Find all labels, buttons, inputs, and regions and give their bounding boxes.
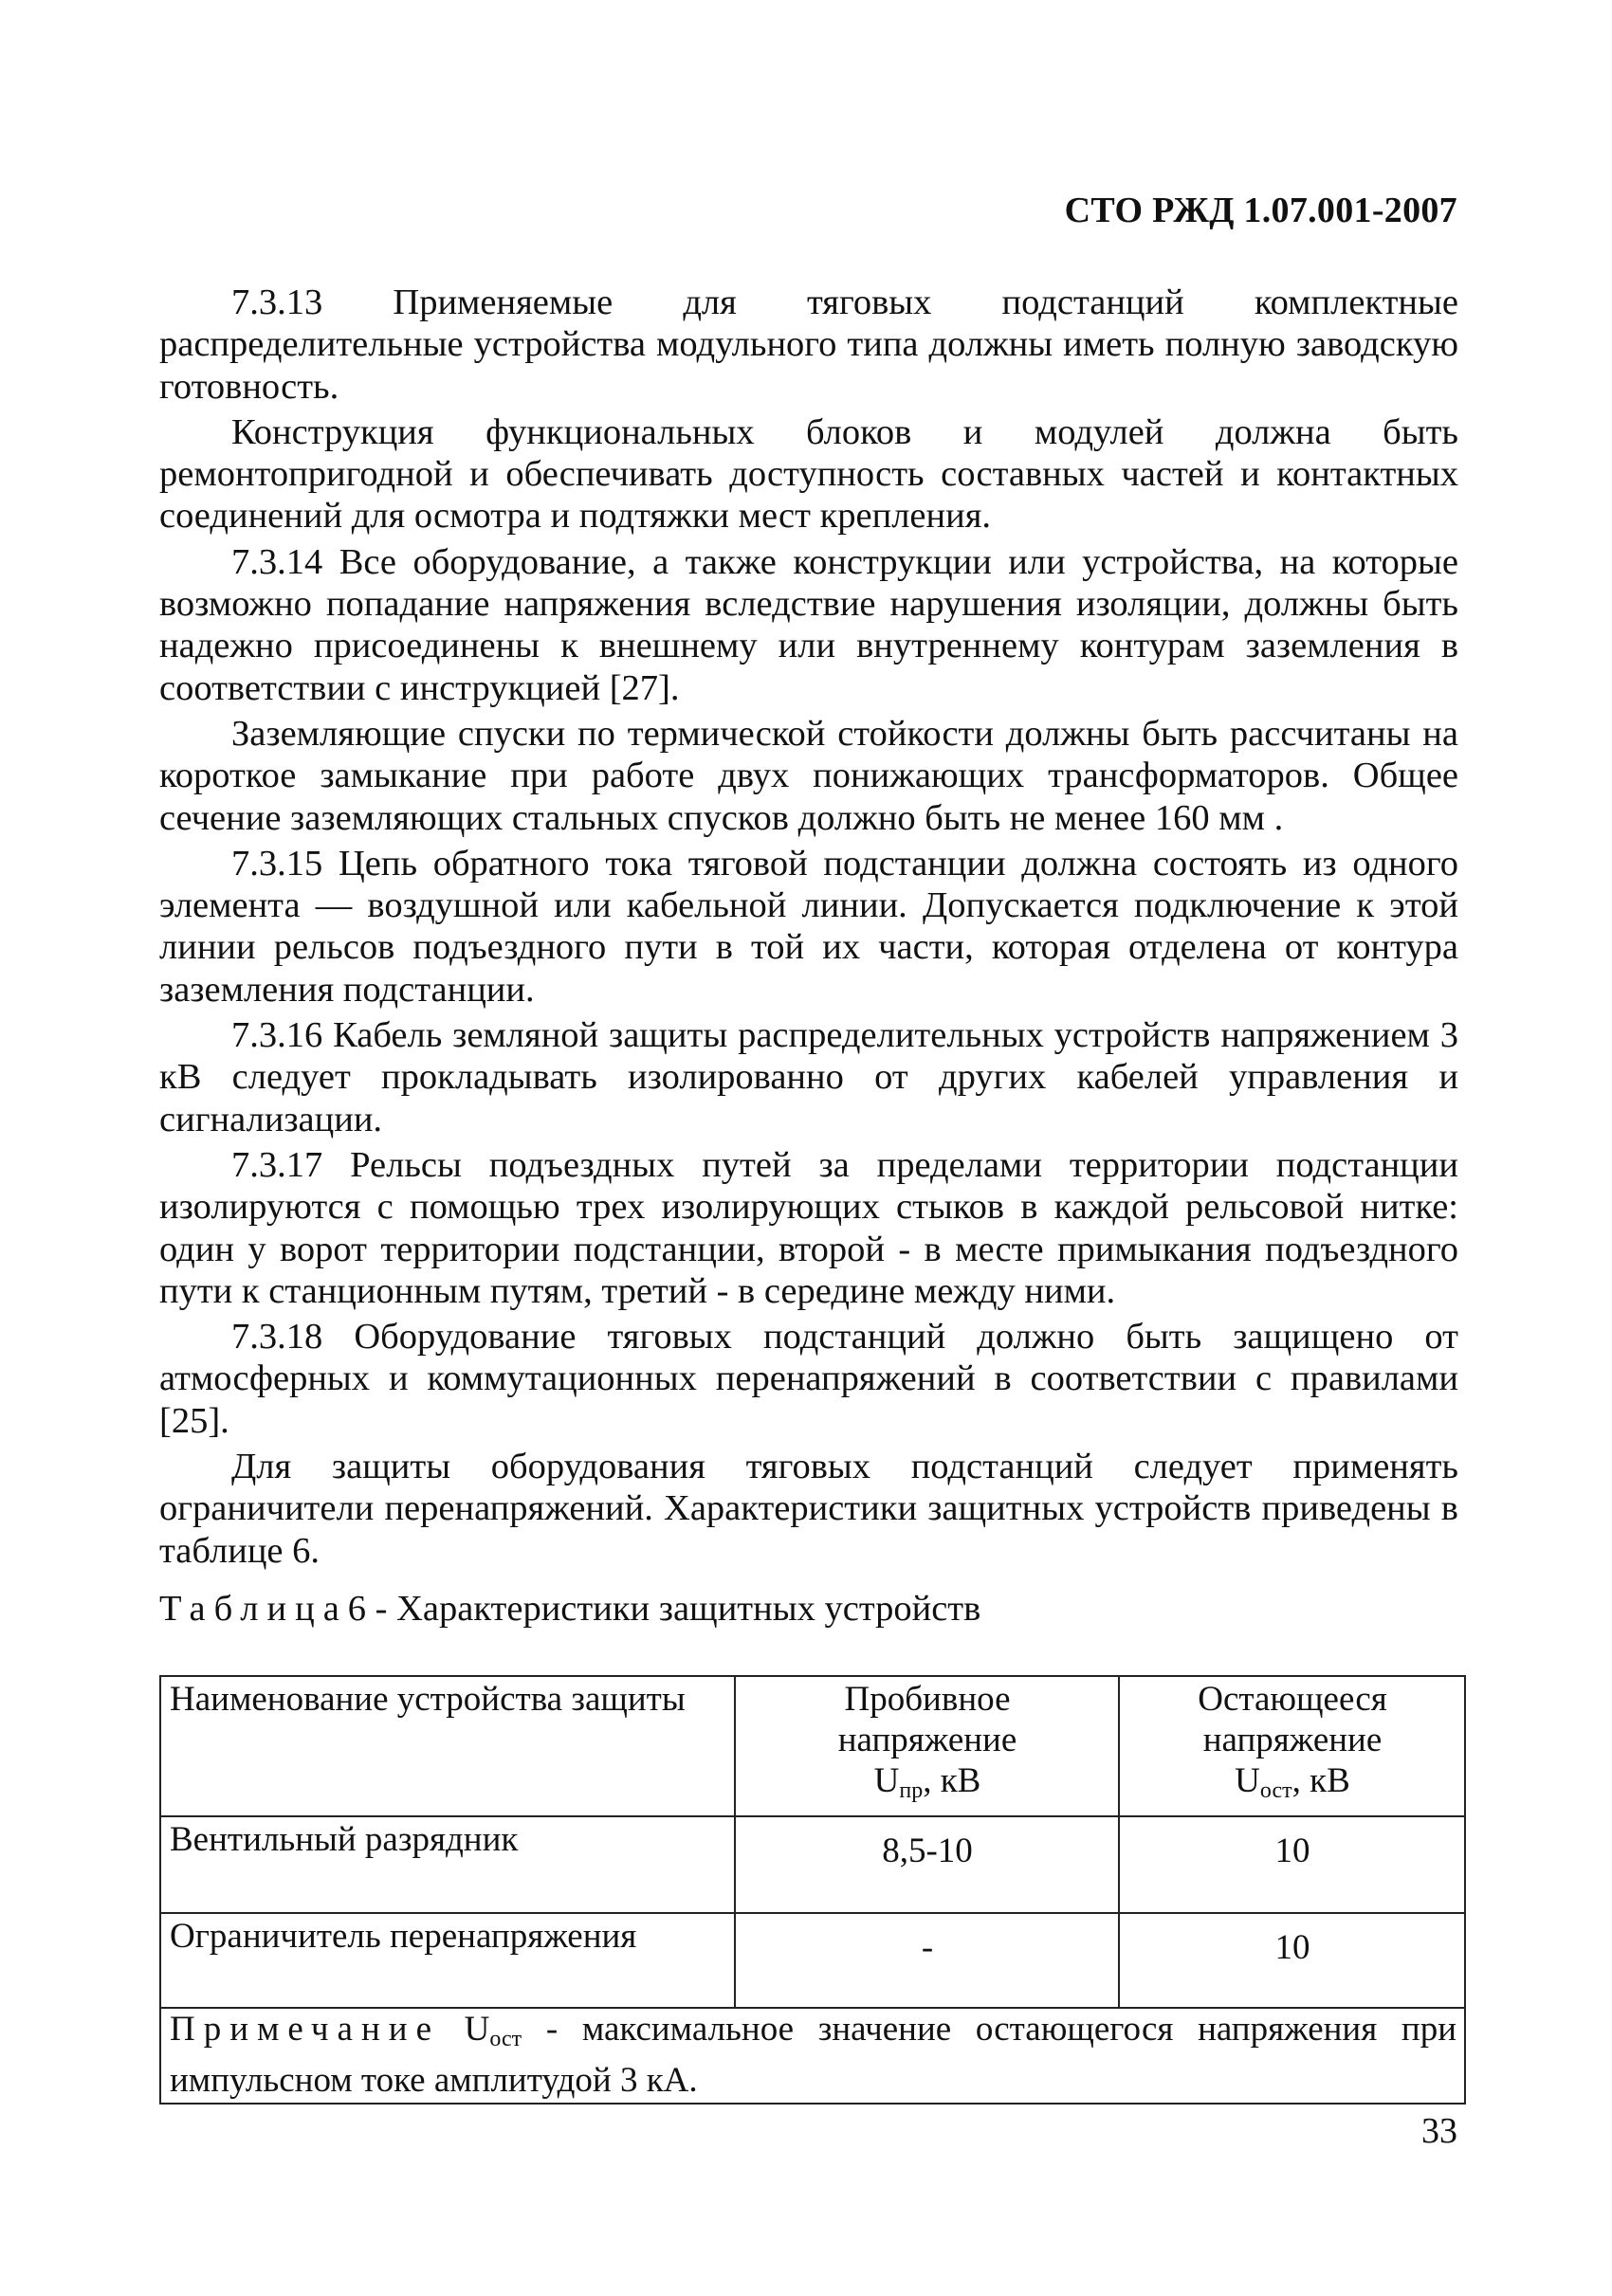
header-device-name (160, 1676, 735, 1816)
note-label: Примечание (170, 2010, 440, 2049)
breakdown-unit: , кВ (923, 1761, 981, 1800)
header-breakdown-line1: Пробивное (844, 1680, 1011, 1719)
breakdown-symbol: U (873, 1761, 900, 1800)
paragraph-protection: Для защиты оборудования тяговых подстанций следует применять ограничители перенапряжений. Характеристики защитных устройств приведены в таблице 6. (159, 1447, 1458, 1571)
residual-subscript: ост (1259, 1778, 1292, 1803)
header-residual-voltage (1119, 1676, 1465, 1816)
row-device-name: Вентильный разрядник (160, 1816, 735, 1913)
note-subscript: ост (489, 2027, 522, 2051)
header-breakdown-voltage (735, 1676, 1119, 1816)
header-residual-line1: Остающееся (1198, 1680, 1387, 1719)
paragraph-7-3-13: 7.3.13 Применяемые для тяговых подстанций комплектные распределительные устройства модульного типа должны иметь полную заводскую готовность. (159, 282, 1458, 407)
header-residual-line2: напряжение (1202, 1721, 1383, 1759)
protection-devices-table (159, 1675, 1466, 2105)
paragraph-7-3-14: 7.3.14 Все оборудование, а также конструкции или устройства, на которые возможно попадание напряжения вследствие нарушения изоляции, должны быть надежно присоединены к внешнему или внутреннему контурам заземления в соответствии с инструкцией [27]. (159, 541, 1458, 708)
paragraph-7-3-16: 7.3.16 Кабель земляной защиты распределительных устройств напряжением 3 кВ следует прокладывать изолированно от других кабелей управления и сигнализации. (159, 1015, 1458, 1139)
residual-unit: , кВ (1291, 1761, 1350, 1800)
row-breakdown-value: - (735, 1913, 1119, 2008)
document-code: СТО РЖД 1.07.001-2007 (1064, 191, 1457, 230)
table-caption-text: 6 - Характеристики защитных устройств (347, 1589, 981, 1629)
table-row (160, 1816, 1465, 1913)
table-caption-prefix: Таблица (159, 1589, 348, 1629)
row-residual-value: 10 (1119, 1913, 1465, 2008)
row-residual-value: 10 (1119, 1816, 1465, 1913)
note-symbol: U (464, 2010, 490, 2049)
table-note (160, 2008, 1465, 2104)
residual-symbol: U (1235, 1761, 1260, 1800)
body-text (159, 282, 1458, 1572)
paragraph-7-3-17: 7.3.17 Рельсы подъездных путей за пределами территории подстанции изолируются с помощью трех изолирующих стыков в каждой рельсовой нитке: один у ворот территории подстанции, второй - в месте примыкания подъездного пути к станционным путям, третий - в середине между ними. (159, 1144, 1458, 1311)
table-row (160, 1913, 1465, 2008)
table-caption (159, 1588, 980, 1630)
row-device-name: Ограничитель перенапряжения (160, 1913, 735, 2008)
header-residual-line3 (1128, 1760, 1456, 1812)
paragraph-7-3-18: 7.3.18 Оборудование тяговых подстанций должно быть защищено от атмосферных и коммутационных перенапряжений в соответствии с правилами [25]. (159, 1317, 1458, 1441)
page-number: 33 (1421, 2111, 1457, 2151)
paragraph-construction: Конструкция функциональных блоков и модулей должна быть ремонтопригодной и обеспечивать доступность составных частей и контактных соединений для осмотра и подтяжки мест крепления. (159, 411, 1458, 537)
header-breakdown-line3 (744, 1760, 1110, 1812)
header-device-name-text: Наименование устройства защиты (170, 1680, 686, 1719)
note-text: - максимальное значение остающегося напряжения при импульсном токе амплитудой 3 кА. (170, 2010, 1457, 2100)
header-breakdown-line2: напряжение (837, 1721, 1017, 1759)
table-note-row (160, 2008, 1465, 2104)
table-header-row (160, 1676, 1465, 1816)
paragraph-grounding: Заземляющие спуски по термической стойкости должны быть рассчитаны на короткое замыкание при работе двух понижающих трансформаторов. Общее сечение заземляющих стальных спусков должно быть не менее 160 мм . (159, 713, 1458, 838)
row-breakdown-value: 8,5-10 (735, 1816, 1119, 1913)
breakdown-subscript: пр (899, 1778, 924, 1803)
paragraph-7-3-15: 7.3.15 Цепь обратного тока тяговой подстанции должна состоять из одного элемента — воздушной или кабельной линии. Допускается подключение к этой линии рельсов подъездного пути в той их части, которая отделена от контура заземления подстанции. (159, 843, 1458, 1010)
